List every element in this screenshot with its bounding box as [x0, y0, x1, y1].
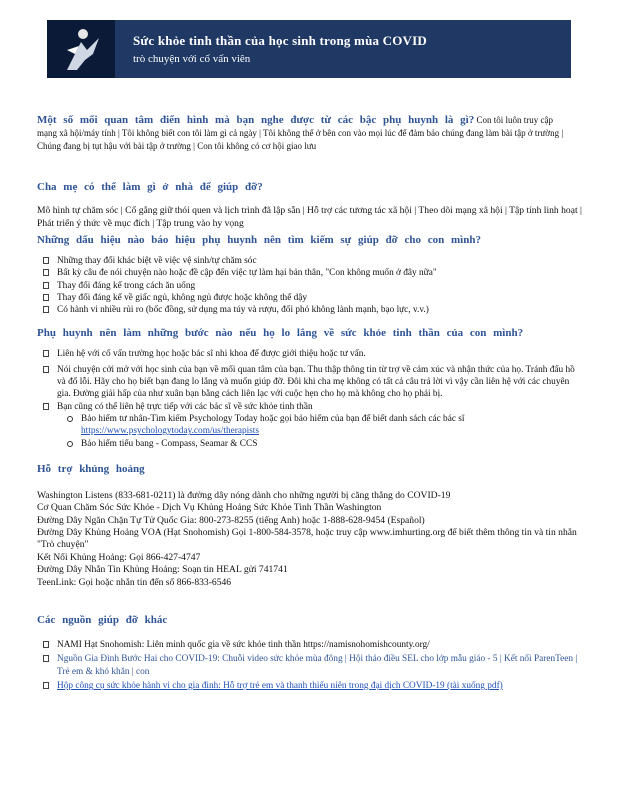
resources-heading: Các nguồn giúp đỡ khác	[37, 614, 168, 627]
list-item: Bảo hiểm tiểu bang - Compass, Seamar & CCS	[67, 438, 585, 450]
home-text: Mô hình tự chăm sóc | Cố gắng giữ thói quen và lịch trình đã lập sẵn | Hỗ trợ các tương tác xã hội | Theo dõi mạng xã hội | Tập tính linh hoạt | Phát triển ý thức về mục đích | Tập trung vào hy vọng	[37, 205, 582, 229]
checkbox-bullet-icon	[43, 294, 49, 301]
crisis-lines	[37, 490, 585, 589]
home-heading: Cha mẹ có thể làm gì ở nhà để giúp đỡ?	[37, 181, 263, 193]
signs-heading: Những dấu hiệu nào báo hiệu phụ huynh nên tìm kiếm sự giúp đỡ cho con mình?	[37, 234, 481, 246]
checkbox-bullet-icon	[43, 682, 49, 689]
document-body	[37, 114, 585, 692]
checkbox-bullet-icon	[43, 403, 49, 410]
list-item: Thay đổi đáng kể trong cách ăn uống	[37, 280, 585, 292]
intro-section	[37, 114, 575, 153]
list-item[interactable]: NAMI Hạt Snohomish: Liên minh quốc gia về sức khỏe tinh thần https://namisnohomishcounty.org/	[37, 639, 585, 651]
checkbox-bullet-icon	[43, 641, 49, 648]
signs-section	[37, 233, 585, 316]
list-item: Bất kỳ câu đe nói chuyện nào hoặc đề cập đến việc tự làm hại bản thân, "Con không muốn ở đây nữa"	[37, 267, 585, 279]
worry-heading: Phụ huynh nên làm những bước nào nếu họ lo lắng về sức khỏe tinh thần của con mình?	[37, 327, 524, 340]
intro-heading: Một số mối quan tâm điển hình mà bạn nghe được từ các bậc phụ huynh là gì?	[37, 114, 475, 126]
checkbox-bullet-icon	[43, 257, 49, 264]
hotline-line: Đường Dây Nhắn Tin Khủng Hoảng: Soạn tin HEAL gửi 741741	[37, 564, 288, 576]
list-item[interactable]: Nguồn Gia Đình Bước Hai cho COVID-19: Chuỗi video sức khỏe mùa đông | Hội thảo điều SEL cho lớp mẫu giáo - 5 | Kết nối ParenTeen | Trẻ em & khó khăn | con	[37, 653, 585, 678]
checkbox-bullet-icon	[43, 366, 49, 373]
crisis-heading: Hỗ trợ khủng hoảng	[37, 462, 145, 475]
circle-bullet-icon	[67, 441, 73, 447]
checkbox-bullet-icon	[43, 282, 49, 289]
checkbox-bullet-icon	[43, 269, 49, 276]
list-item: Nói chuyện cởi mở với học sinh của bạn về mối quan tâm của bạn. Thu thập thông tin từ trợ về cảm xúc và nhận thức của họ. Tránh đấu hồ và đổ lỗi. Hãy cho họ biết bạn đang lo lắng và muốn giúp đỡ. Đôi khi cha mẹ không có tất cả câu trả lời vì vậy cần liên hệ với các chuyên gia. Đường giải hấp của như xuân bạn bằng cách liên lạc với cuộc hẹn cho họ mà không cho họ phải bị.	[37, 364, 585, 401]
banner-subtitle: trò chuyện với cố vấn viên	[133, 53, 251, 65]
list-item: Bảo hiểm tư nhân-Tìm kiếm Psychology Today hoặc gọi bảo hiểm của bạn để biết danh sách các bác sĩ https://www.psychologytoday.com/us/therapists	[67, 413, 585, 438]
hotline-line: Washington Listens (833-681-0211) là đường dây nóng dành cho những người bị căng thẳng do COVID-19	[37, 489, 451, 501]
list-item: Thay đổi đáng kể về giấc ngủ, không ngủ được hoặc không thể dậy	[37, 292, 585, 304]
resources-section	[37, 613, 585, 692]
list-item: Bạn cũng có thể liên hệ trực tiếp với các bác sĩ về sức khỏe tinh thần	[37, 401, 585, 413]
checkbox-bullet-icon	[43, 655, 49, 662]
home-section	[37, 180, 585, 230]
circle-bullet-icon	[67, 416, 73, 422]
hotline-line: Kết Nối Khủng Hoảng: Gọi 866-427-4747	[37, 551, 201, 563]
header-banner	[47, 20, 571, 78]
intro-text: Con tôi luôn truy cập mạng xã hội/máy tính | Tôi không biết con tôi làm gì cả ngày | Tôi không thể ở bên con vào mọi lúc để đảm bảo chúng đang làm bài tập ở trường | Chúng đang bị tụt hậu với bài tập ở trường | Con tôi không có cơ hội giao lưu	[37, 115, 564, 151]
hotline-line: TeenLink: Gọi hoặc nhắn tin đến số 866-833-6546	[37, 576, 232, 588]
resources-list	[37, 639, 585, 692]
list-item: Có hành vi nhiều rủi ro (bốc đồng, sử dụng ma túy và rượu, đối phó không lành mạnh, bạo lực, v.v.)	[37, 304, 585, 316]
worry-section	[37, 326, 585, 449]
hotline-line: Đường Dây Khủng Hoảng VOA (Hạt Snohomish) Gọi 1-800-584-3578, hoặc truy cập www.imhurting.org để biết thêm thông tin và tin nhắn "Trò chuyện"	[37, 527, 577, 551]
checkbox-bullet-icon	[43, 306, 49, 313]
signs-list	[37, 255, 585, 316]
list-item: Những thay đổi khác biệt về việc vệ sinh/tự chăm sóc	[37, 255, 585, 267]
banner-title: Sức khỏe tinh thần của học sinh trong mùa COVID	[133, 33, 427, 48]
crisis-section	[37, 462, 585, 589]
banner-image	[47, 20, 115, 78]
list-item: Liên hệ với cố vấn trường học hoặc bác sĩ nhi khoa để được giới thiệu hoặc tư vấn.	[37, 348, 585, 360]
worry-list	[37, 348, 585, 412]
hotline-line: Cơ Quan Chăm Sóc Sức Khỏe - Dịch Vụ Khủng Hoảng Sức Khỏe Tinh Thần Washington	[37, 502, 382, 514]
hotline-line: Đường Dây Ngăn Chặn Tự Tử Quốc Gia: 800-273-8255 (tiếng Anh) hoặc 1-888-628-9454 (Español)	[37, 514, 425, 526]
psychology-today-link[interactable]: https://www.psychologytoday.com/us/therapists	[81, 426, 260, 437]
worry-sub-list	[67, 413, 585, 450]
list-item[interactable]: Hộp công cụ sức khỏe hành vi cho gia đình: Hỗ trợ trẻ em và thanh thiếu niên trong đại dịch COVID-19 (tài xuống pdf)	[37, 680, 585, 692]
checkbox-bullet-icon	[43, 350, 49, 357]
